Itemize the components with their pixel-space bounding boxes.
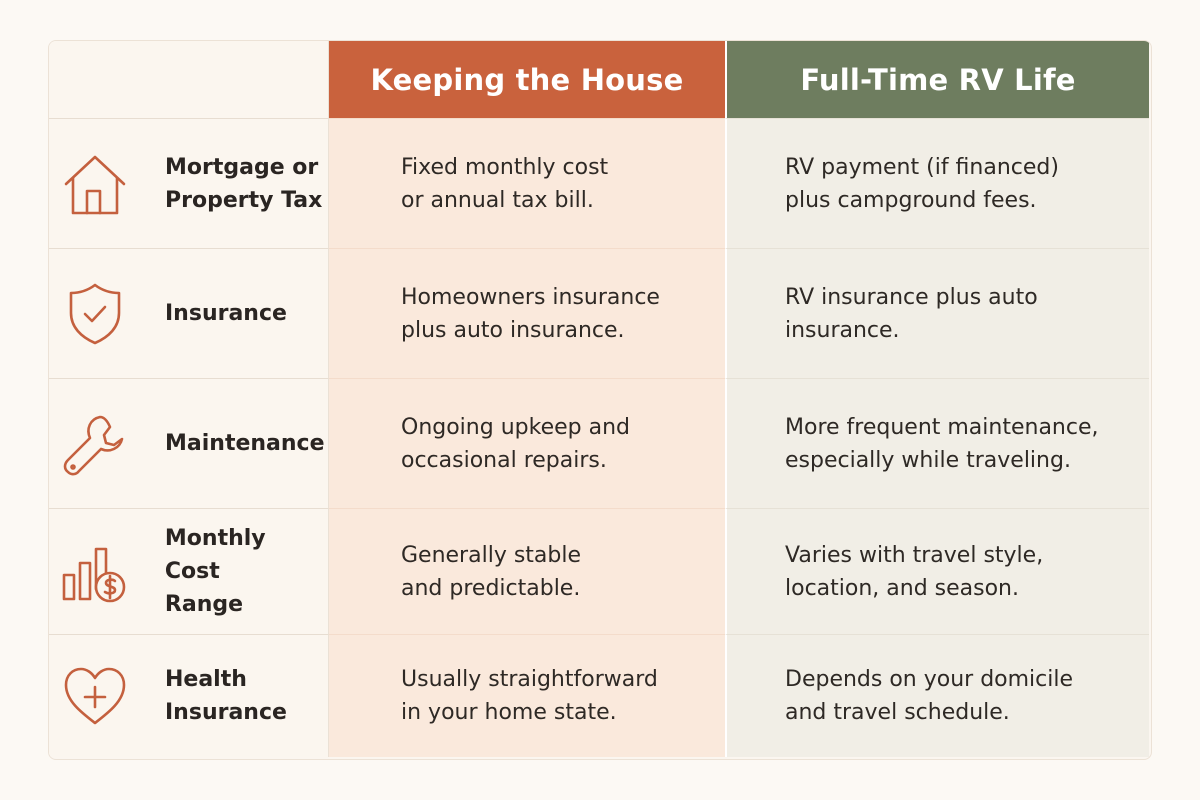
- rv-cell-insurance: RV insurance plus auto insurance.: [725, 248, 1149, 378]
- header-corner: [49, 41, 329, 118]
- row-label-maintenance: [49, 378, 329, 508]
- row-label-text: Health Insurance: [165, 667, 287, 725]
- heart-plus-icon: [49, 665, 141, 727]
- row-label-text: Mortgage or Property Tax: [165, 154, 323, 213]
- row-label-insurance: [49, 248, 329, 378]
- header-full-time-rv-life: Full-Time RV Life: [725, 41, 1149, 118]
- house-cell-maintenance: Ongoing upkeep and occasional repairs.: [329, 378, 725, 508]
- comparison-table: [48, 40, 1152, 760]
- row-label-health-insurance: [49, 634, 329, 757]
- wrench-icon: [49, 411, 141, 477]
- rv-cell-monthly-cost: Varies with travel style, location, and season.: [725, 508, 1149, 634]
- shield-check-icon: [49, 281, 141, 347]
- rv-cell-health-insurance: Depends on your domicile and travel schedule.: [725, 634, 1149, 757]
- row-label-mortgage: [49, 118, 329, 248]
- house-cell-monthly-cost: Generally stable and predictable.: [329, 508, 725, 634]
- row-label-text: Monthly Cost Range: [164, 526, 266, 617]
- row-label-monthly-cost: [49, 508, 329, 634]
- row-label-text: Insurance: [165, 301, 287, 326]
- house-cell-mortgage: Fixed monthly cost or annual tax bill.: [329, 118, 725, 248]
- rv-cell-mortgage: RV payment (if financed) plus campground fees.: [725, 118, 1149, 248]
- bar-chart-dollar-icon: [49, 539, 141, 605]
- house-cell-health-insurance: Usually straightforward in your home state.: [329, 634, 725, 757]
- house-cell-insurance: Homeowners insurance plus auto insurance.: [329, 248, 725, 378]
- house-icon: [49, 151, 141, 217]
- row-label-text: Maintenance: [165, 431, 325, 456]
- rv-cell-maintenance: More frequent maintenance, especially while traveling.: [725, 378, 1149, 508]
- header-keeping-the-house: Keeping the House: [329, 41, 725, 118]
